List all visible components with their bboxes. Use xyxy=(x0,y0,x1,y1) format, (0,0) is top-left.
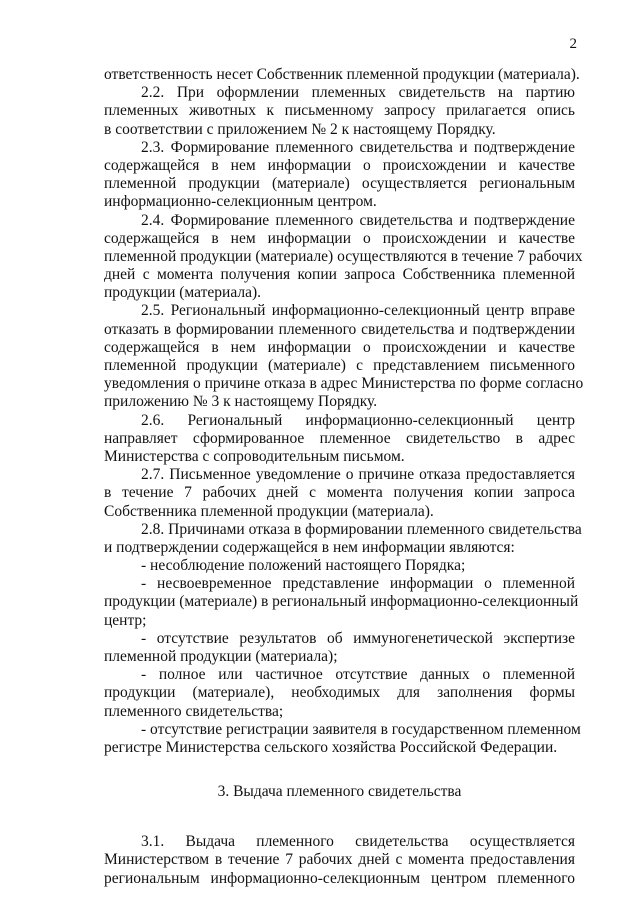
text-line: содержащейся в нем информации о происхождении и качестве xyxy=(104,229,575,247)
text-line: региональным информационно-селекционным центром племенного xyxy=(104,869,575,887)
text-line: племенной продукции (материале) осуществляются в течение 7 рабочих xyxy=(104,247,583,265)
text-line: 2.3. Формирование племенного свидетельства и подтверждение xyxy=(141,138,575,156)
text-line: - полное или частичное отсутствие данных о племенной xyxy=(141,666,575,684)
spacer xyxy=(104,801,575,833)
text-line: 2.2. При оформлении племенных свидетельств на партию xyxy=(141,84,575,102)
spacer xyxy=(104,757,575,783)
text-line: племенной продукции (материале) с представлением письменного xyxy=(104,357,575,374)
section-3-text xyxy=(104,833,575,888)
text-line: в течение 7 рабочих дней с момента получения копии запроса xyxy=(104,484,575,502)
text-line: регистре Министерства сельского хозяйства Российской Федерации. xyxy=(104,738,558,756)
text-line: 2.7. Письменное уведомление о причине отказа предоставляется xyxy=(141,466,575,484)
text-line: - несоблюдение положений настоящего Порядка; xyxy=(141,557,466,575)
text-line: отказать в формировании племенного свидетельства и подтверждении xyxy=(104,320,575,338)
text-line: продукции (материала). xyxy=(104,284,261,302)
text-line: приложению № 3 к настоящему Порядку. xyxy=(104,393,378,411)
text-line: племенных животных к письменному запросу прилагается опись xyxy=(104,102,575,120)
text-line: 2.6. Региональный информационно-селекционный центр xyxy=(141,411,575,429)
section-3-heading: 3. Выдача племенного свидетельства xyxy=(217,783,462,801)
section-2-text xyxy=(104,66,584,757)
text-line: - отсутствие регистрации заявителя в государственном племенном xyxy=(141,720,581,738)
text-line: 2.4. Формирование племенного свидетельства и подтверждение xyxy=(141,211,575,229)
text-line: ответственность несет Собственник племенной продукции (материала). xyxy=(104,66,580,83)
text-line: Министерством в течение 7 рабочих дней с момента предоставления xyxy=(104,851,575,869)
text-line: в соответствии с приложением № 2 к настоящему Порядку. xyxy=(104,120,496,138)
text-line: направляет сформированное племенное свидетельство в адрес xyxy=(104,429,575,447)
text-line: информационно-селекционным центром. xyxy=(104,193,377,211)
text-line: продукции (материале) в региональный информационно-селекционный xyxy=(104,593,579,611)
text-line: 2.5. Региональный информационно-селекционный центр вправе xyxy=(141,302,575,320)
text-line: Собственника племенной продукции (материала). xyxy=(104,502,434,520)
text-line: Министерства с сопроводительным письмом. xyxy=(104,447,405,465)
text-line: - несвоевременное представление информации о племенной xyxy=(141,575,575,593)
text-line: уведомления о причине отказа в адрес Министерства по форме согласно xyxy=(104,375,584,393)
text-line: племенной продукции (материале) осуществляется региональным xyxy=(104,175,575,193)
text-line: содержащейся в нем информации о происхождении и качестве xyxy=(104,338,575,356)
text-line: 3.1. Выдача племенного свидетельства осуществляется xyxy=(141,833,575,851)
text-line: центр; xyxy=(104,611,147,629)
text-line: 2.8. Причинами отказа в формировании племенного свидетельства xyxy=(141,520,582,538)
text-line: племенного свидетельства; xyxy=(104,702,284,720)
document-body xyxy=(104,66,584,888)
text-line: - отсутствие результатов об иммуногенетической экспертизе xyxy=(141,629,575,647)
page-number: 2 xyxy=(569,36,577,52)
text-line: продукции (материале), необходимых для заполнения формы xyxy=(104,684,575,702)
text-line: содержащейся в нем информации о происхождении и качестве xyxy=(104,156,575,174)
text-line: и подтверждении содержащейся в нем информации являются: xyxy=(104,538,515,556)
text-line: дней с момента получения копии запроса Собственника племенной xyxy=(104,266,575,284)
text-line: племенной продукции (материала); xyxy=(104,648,338,665)
